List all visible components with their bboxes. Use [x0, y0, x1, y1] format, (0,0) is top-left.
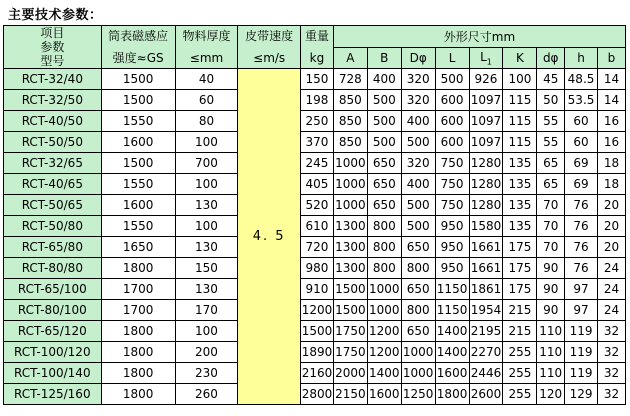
header-item-label: 项目 [40, 26, 65, 40]
thickness-cell: 700 [175, 153, 238, 174]
header-sensitivity: 筒表磁感应 强度≈GS [101, 26, 175, 69]
value-cell-l: 500 [435, 69, 469, 90]
value-cell-l: 1800 [435, 384, 469, 405]
thickness-cell: 130 [175, 195, 238, 216]
value-cell-kg: 370 [301, 132, 334, 153]
value-cell-b: 1200 [367, 321, 401, 342]
value-cell-l: 950 [435, 216, 469, 237]
value-cell-l1: 2195 [469, 321, 503, 342]
value-cell-k: 175 [503, 258, 537, 279]
value-cell-l: 750 [435, 174, 469, 195]
header-dim-l1: $L_1$ [469, 48, 503, 69]
value-cell-a: 1500 [333, 300, 367, 321]
value-cell-a: 850 [333, 132, 367, 153]
value-cell-b: 800 [367, 258, 401, 279]
header-dim-l: L [435, 48, 469, 69]
value-cell-b: 18 [597, 174, 625, 195]
value-cell-kg: 250 [301, 111, 334, 132]
value-cell-d: 500 [401, 132, 435, 153]
value-cell-d: 110 [537, 363, 565, 384]
value-cell-d: 45 [537, 69, 565, 90]
value-cell-l: 1600 [435, 363, 469, 384]
value-cell-a: 1300 [333, 216, 367, 237]
table-row [4, 69, 626, 90]
value-cell-kg: 2800 [301, 384, 334, 405]
value-cell-k: 135 [503, 216, 537, 237]
model-cell: RCT-50/50 [4, 132, 102, 153]
value-cell-d: 320 [401, 153, 435, 174]
value-cell-kg: 720 [301, 237, 334, 258]
model-cell: RCT-50/65 [4, 195, 102, 216]
value-cell-d: 400 [401, 174, 435, 195]
value-cell-a: 2000 [333, 363, 367, 384]
header-dim-b-small: b [597, 48, 625, 69]
table-row [4, 300, 626, 321]
value-cell-k: 215 [503, 300, 537, 321]
value-cell-d: 800 [401, 258, 435, 279]
value-cell-b: 800 [367, 237, 401, 258]
table-row [4, 153, 626, 174]
thickness-cell: 130 [175, 279, 238, 300]
table-header [4, 26, 626, 69]
value-cell-a: 850 [333, 111, 367, 132]
value-cell-d: 90 [537, 279, 565, 300]
value-cell-b: 500 [367, 111, 401, 132]
thickness-cell: 40 [175, 69, 238, 90]
value-cell-l: 750 [435, 153, 469, 174]
value-cell-d: 70 [537, 237, 565, 258]
sensitivity-cell: 1800 [101, 384, 175, 405]
value-cell-l: 600 [435, 132, 469, 153]
value-cell-b: 800 [367, 216, 401, 237]
value-cell-l1: 1280 [469, 153, 503, 174]
value-cell-l: 750 [435, 195, 469, 216]
value-cell-kg: 150 [301, 69, 334, 90]
value-cell-a: 1750 [333, 321, 367, 342]
model-cell: RCT-100/140 [4, 363, 102, 384]
model-cell: RCT-80/100 [4, 300, 102, 321]
value-cell-l: 1150 [435, 300, 469, 321]
value-cell-h: 48.5 [565, 69, 598, 90]
value-cell-b: 1000 [367, 300, 401, 321]
value-cell-b: 1000 [367, 279, 401, 300]
model-cell: RCT-32/50 [4, 90, 102, 111]
header-dim-a: A [333, 48, 367, 69]
table-row [4, 279, 626, 300]
thickness-cell: 100 [175, 174, 238, 195]
value-cell-d: 650 [401, 237, 435, 258]
value-cell-d: 1250 [401, 384, 435, 405]
value-cell-b: 32 [597, 342, 625, 363]
value-cell-kg: 405 [301, 174, 334, 195]
value-cell-a: 2150 [333, 384, 367, 405]
sensitivity-cell: 1600 [101, 195, 175, 216]
value-cell-d: 500 [401, 195, 435, 216]
value-cell-h: 97 [565, 300, 598, 321]
value-cell-b: 14 [597, 69, 625, 90]
value-cell-h: 97 [565, 279, 598, 300]
value-cell-k: 175 [503, 279, 537, 300]
thickness-cell: 100 [175, 321, 238, 342]
value-cell-kg: 1500 [301, 321, 334, 342]
model-cell: RCT-65/80 [4, 237, 102, 258]
thickness-cell: 260 [175, 384, 238, 405]
value-cell-b: 32 [597, 363, 625, 384]
value-cell-d: 55 [537, 132, 565, 153]
header-dim-h: h [565, 48, 598, 69]
value-cell-a: 1500 [333, 279, 367, 300]
value-cell-h: 76 [565, 237, 598, 258]
thickness-cell: 130 [175, 237, 238, 258]
value-cell-h: 76 [565, 216, 598, 237]
value-cell-a: 1000 [333, 174, 367, 195]
header-dim-d-small: dφ [537, 48, 565, 69]
sensitivity-cell: 1700 [101, 300, 175, 321]
value-cell-kg: 980 [301, 258, 334, 279]
value-cell-b: 18 [597, 153, 625, 174]
sensitivity-cell: 1500 [101, 90, 175, 111]
value-cell-a: 1300 [333, 258, 367, 279]
value-cell-l1: 1097 [469, 111, 503, 132]
value-cell-d: 120 [537, 384, 565, 405]
value-cell-d: 320 [401, 90, 435, 111]
parameter-table [3, 25, 626, 405]
value-cell-kg: 910 [301, 279, 334, 300]
model-cell: RCT-80/80 [4, 258, 102, 279]
value-cell-l1: 1661 [469, 258, 503, 279]
value-cell-a: 1300 [333, 237, 367, 258]
value-cell-b: 1600 [367, 384, 401, 405]
value-cell-h: 69 [565, 174, 598, 195]
value-cell-k: 255 [503, 384, 537, 405]
value-cell-h: 60 [565, 111, 598, 132]
value-cell-k: 100 [503, 69, 537, 90]
value-cell-l1: 1861 [469, 279, 503, 300]
value-cell-l: 1400 [435, 342, 469, 363]
header-dim-d-diameter: Dφ [401, 48, 435, 69]
value-cell-b: 24 [597, 258, 625, 279]
value-cell-b: 32 [597, 321, 625, 342]
sensitivity-cell: 1700 [101, 279, 175, 300]
value-cell-l1: 1954 [469, 300, 503, 321]
sensitivity-cell: 1800 [101, 342, 175, 363]
value-cell-b: 16 [597, 132, 625, 153]
value-cell-kg: 1200 [301, 300, 334, 321]
value-cell-b: 500 [367, 132, 401, 153]
header-belt-speed: 皮带速度 ≤m/s [238, 26, 301, 69]
table-row [4, 132, 626, 153]
value-cell-d: 320 [401, 69, 435, 90]
value-cell-b: 32 [597, 384, 625, 405]
value-cell-l1: 1280 [469, 195, 503, 216]
model-cell: RCT-40/50 [4, 111, 102, 132]
value-cell-d: 800 [401, 300, 435, 321]
value-cell-a: 1000 [333, 153, 367, 174]
thickness-cell: 100 [175, 216, 238, 237]
value-cell-l1: 1661 [469, 237, 503, 258]
model-cell: RCT-65/100 [4, 279, 102, 300]
header-dim-b: B [367, 48, 401, 69]
table-body [4, 69, 626, 405]
value-cell-h: 53.5 [565, 90, 598, 111]
value-cell-a: 1000 [333, 195, 367, 216]
thickness-cell: 150 [175, 258, 238, 279]
value-cell-l1: 2600 [469, 384, 503, 405]
header-dim-k: K [503, 48, 537, 69]
value-cell-h: 129 [565, 384, 598, 405]
sensitivity-cell: 1600 [101, 132, 175, 153]
value-cell-l1: 1580 [469, 216, 503, 237]
value-cell-l1: 926 [469, 69, 503, 90]
value-cell-l: 600 [435, 111, 469, 132]
value-cell-d: 1000 [401, 363, 435, 384]
value-cell-b: 24 [597, 300, 625, 321]
value-cell-d: 110 [537, 342, 565, 363]
value-cell-h: 119 [565, 321, 598, 342]
value-cell-l1: 2446 [469, 363, 503, 384]
model-cell: RCT-125/160 [4, 384, 102, 405]
value-cell-b: 20 [597, 195, 625, 216]
value-cell-d: 400 [401, 111, 435, 132]
value-cell-k: 135 [503, 195, 537, 216]
value-cell-l1: 1097 [469, 132, 503, 153]
value-cell-b: 650 [367, 174, 401, 195]
value-cell-b: 16 [597, 111, 625, 132]
value-cell-k: 115 [503, 90, 537, 111]
value-cell-k: 215 [503, 321, 537, 342]
value-cell-l: 600 [435, 90, 469, 111]
value-cell-l1: 1280 [469, 174, 503, 195]
table-row [4, 174, 626, 195]
sensitivity-cell: 1800 [101, 258, 175, 279]
value-cell-d: 90 [537, 258, 565, 279]
table-row [4, 321, 626, 342]
table-row [4, 195, 626, 216]
model-cell: RCT-32/65 [4, 153, 102, 174]
value-cell-b: 20 [597, 237, 625, 258]
value-cell-d: 650 [401, 321, 435, 342]
sensitivity-cell: 1650 [101, 237, 175, 258]
value-cell-d: 1000 [401, 342, 435, 363]
value-cell-d: 90 [537, 300, 565, 321]
header-dimensions-title: 外形尺寸mm [333, 26, 625, 48]
value-cell-b: 500 [367, 90, 401, 111]
sensitivity-cell: 1800 [101, 363, 175, 384]
value-cell-k: 255 [503, 363, 537, 384]
model-cell: RCT-32/40 [4, 69, 102, 90]
value-cell-k: 175 [503, 237, 537, 258]
value-cell-kg: 245 [301, 153, 334, 174]
model-cell: RCT-40/65 [4, 174, 102, 195]
value-cell-b: 20 [597, 216, 625, 237]
value-cell-kg: 1890 [301, 342, 334, 363]
value-cell-b: 14 [597, 90, 625, 111]
value-cell-kg: 610 [301, 216, 334, 237]
thickness-cell: 80 [175, 111, 238, 132]
sensitivity-cell: 1500 [101, 69, 175, 90]
value-cell-b: 650 [367, 195, 401, 216]
header-thickness: 物料厚度 ≤mm [175, 26, 238, 69]
value-cell-h: 60 [565, 132, 598, 153]
value-cell-d: 65 [537, 174, 565, 195]
value-cell-kg: 520 [301, 195, 334, 216]
thickness-cell: 100 [175, 132, 238, 153]
value-cell-a: 728 [333, 69, 367, 90]
sensitivity-cell: 1550 [101, 174, 175, 195]
value-cell-d: 500 [401, 216, 435, 237]
model-cell: RCT-100/120 [4, 342, 102, 363]
value-cell-kg: 198 [301, 90, 334, 111]
value-cell-l: 1150 [435, 279, 469, 300]
value-cell-b: 1200 [367, 342, 401, 363]
value-cell-b: 400 [367, 69, 401, 90]
table-row [4, 237, 626, 258]
value-cell-l1: 2270 [469, 342, 503, 363]
table-row [4, 384, 626, 405]
value-cell-k: 135 [503, 153, 537, 174]
value-cell-l1: 1097 [469, 90, 503, 111]
value-cell-k: 135 [503, 174, 537, 195]
value-cell-a: 850 [333, 90, 367, 111]
value-cell-k: 255 [503, 342, 537, 363]
value-cell-k: 115 [503, 111, 537, 132]
value-cell-h: 119 [565, 342, 598, 363]
value-cell-l: 1400 [435, 321, 469, 342]
sensitivity-cell: 1500 [101, 153, 175, 174]
value-cell-b: 24 [597, 279, 625, 300]
header-item-cell [4, 26, 102, 69]
value-cell-h: 119 [565, 363, 598, 384]
value-cell-d: 50 [537, 90, 565, 111]
value-cell-d: 70 [537, 195, 565, 216]
thickness-cell: 170 [175, 300, 238, 321]
thickness-cell: 230 [175, 363, 238, 384]
value-cell-l: 950 [435, 237, 469, 258]
page-title: 主要技术参数： [8, 8, 103, 23]
value-cell-k: 115 [503, 132, 537, 153]
value-cell-d: 110 [537, 321, 565, 342]
header-weight: 重量 kg [301, 26, 334, 69]
value-cell-kg: 2160 [301, 363, 334, 384]
header-param-label: 参数 [40, 40, 65, 54]
value-cell-h: 69 [565, 153, 598, 174]
value-cell-d: 65 [537, 153, 565, 174]
table-row [4, 258, 626, 279]
value-cell-h: 76 [565, 258, 598, 279]
value-cell-h: 76 [565, 195, 598, 216]
value-cell-b: 650 [367, 153, 401, 174]
value-cell-d: 70 [537, 216, 565, 237]
sensitivity-cell: 1550 [101, 111, 175, 132]
sensitivity-cell: 1550 [101, 216, 175, 237]
table-row [4, 216, 626, 237]
header-model-label: 型号 [40, 54, 65, 68]
value-cell-d: 650 [401, 279, 435, 300]
belt-speed-value: 4. 5 [238, 69, 301, 405]
thickness-cell: 200 [175, 342, 238, 363]
value-cell-a: 1750 [333, 342, 367, 363]
table-row [4, 90, 626, 111]
model-cell: RCT-50/80 [4, 216, 102, 237]
value-cell-l: 950 [435, 258, 469, 279]
sensitivity-cell: 1800 [101, 321, 175, 342]
table-row [4, 363, 626, 384]
thickness-cell: 60 [175, 90, 238, 111]
table-row [4, 342, 626, 363]
value-cell-b: 1400 [367, 363, 401, 384]
table-row [4, 111, 626, 132]
value-cell-d: 55 [537, 111, 565, 132]
model-cell: RCT-65/120 [4, 321, 102, 342]
